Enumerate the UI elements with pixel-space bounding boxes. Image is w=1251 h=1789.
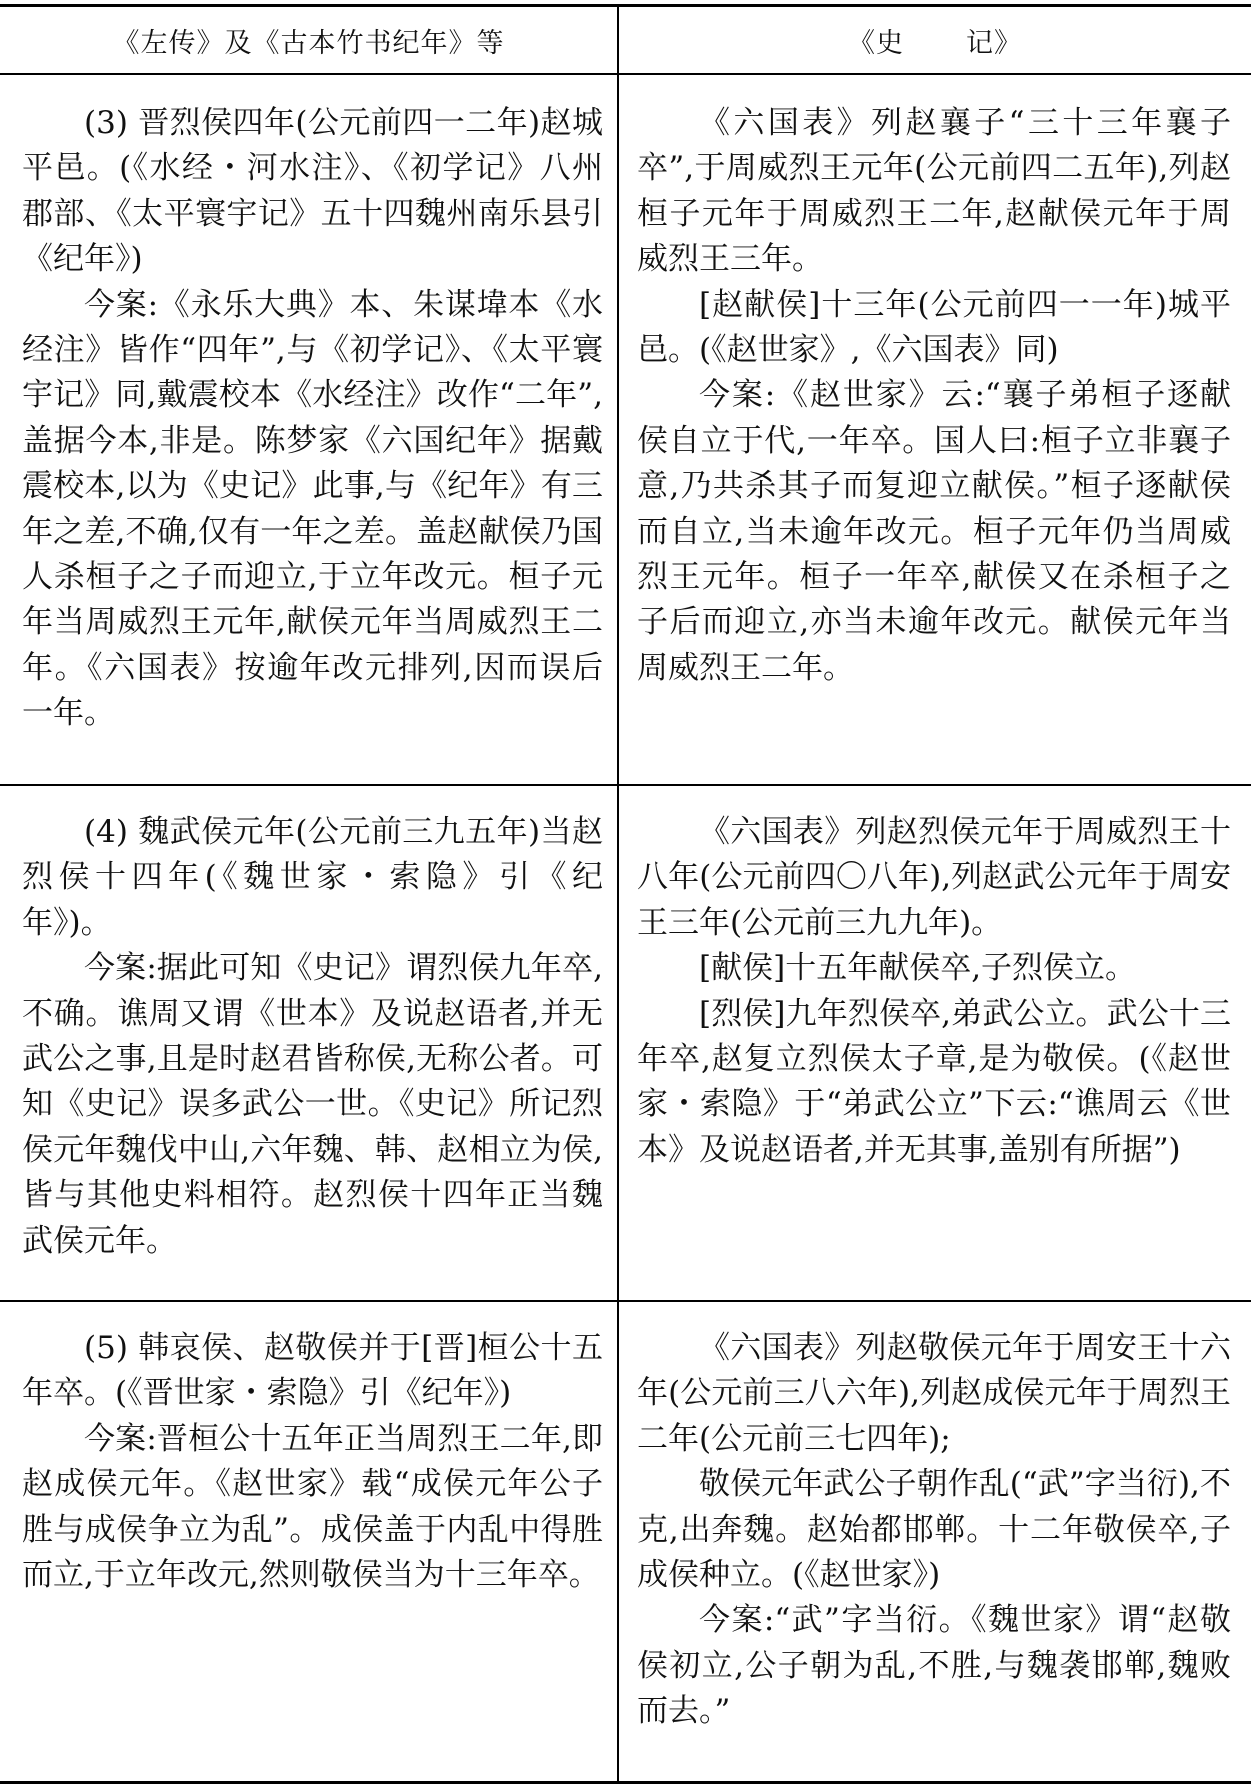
header-right-label-part1: 《史	[848, 28, 904, 59]
row-3-left-entry: (5) 韩哀侯、赵敬侯并于[晋]桓公十五年卒。(《晋世家・索隐》引《纪年》)	[22, 1330, 603, 1412]
header-right-label-part2: 记》	[966, 28, 1022, 59]
row-3-right-para-1: 《六国表》列赵敬侯元年于周安王十六年(公元前三八六年),列赵成侯元年于周烈王二年(公元前三七四年);	[637, 1330, 1231, 1457]
row-3-right-para-2: 敬侯元年武公子朝作乱(“武”字当衍),不克,出奔魏。赵始都邯郸。十二年敬侯卒,子成侯种立。(《赵世家》)	[637, 1466, 1231, 1594]
row-2-left-entry: (4) 魏武侯元年(公元前三九五年)当赵烈侯十四年(《魏世家・索隐》引《纪年》)。	[22, 814, 603, 941]
row-2-right-cell	[619, 810, 1251, 1173]
row-1-right-note: 今案:《赵世家》云:“襄子弟桓子逐献侯自立于代,一年卒。国人曰:桓子立非襄子意,乃共杀其子而复迎立献侯。”桓子逐献侯而自立,当未逾年改元。桓子元年仍当周威烈王元年。桓子一年卒,献侯又在杀桓子之子后而迎立,亦当未逾年改元。献侯元年当周威烈王二年。	[637, 377, 1231, 686]
comparison-table	[0, 4, 1251, 1784]
row-3-right-cell	[619, 1326, 1251, 1735]
row-divider-2	[0, 1300, 1251, 1302]
header-left	[0, 7, 617, 74]
row-3-left-cell	[0, 1326, 617, 1598]
row-2-left-cell	[0, 810, 617, 1264]
header-left-label: 《左传》及《古本竹书纪年》等	[112, 28, 505, 59]
header-divider	[0, 73, 1251, 75]
row-2-left-note: 今案:据此可知《史记》谓烈侯九年卒,不确。谯周又谓《世本》及说赵语者,并无武公之事,且是时赵君皆称侯,无称公者。可知《史记》误多武公一世。《史记》所记烈侯元年魏伐中山,六年魏、韩、赵相立为侯,皆与其他史料相符。赵烈侯十四年正当魏武侯元年。	[22, 950, 603, 1259]
row-divider-1	[0, 784, 1251, 786]
row-1-right-cell	[619, 101, 1251, 691]
row-2-right-para-2: [献侯]十五年献侯卒,子烈侯立。	[699, 950, 1137, 987]
header-right	[619, 7, 1251, 74]
row-3-left-note: 今案:晋桓公十五年正当周烈王二年,即赵成侯元年。《赵世家》载“成侯元年公子胜与成侯争立为乱”。成侯盖于内乱中得胜而立,于立年改元,然则敬侯当为十三年卒。	[22, 1420, 603, 1594]
row-1-left-cell	[0, 101, 617, 737]
row-1-left-note: 今案:《永乐大典》本、朱谋㙔本《水经注》皆作“四年”,与《初学记》、《太平寰宇记》同,戴震校本《水经注》改作“二年”,盖据今本,非是。陈梦家《六国纪年》据戴震校本,以为《史记》此事,与《纪年》有三年之差,不确,仅有一年之差。盖赵献侯乃国人杀桓子之子而迎立,于立年改元。桓子元年当周威烈王元年,献侯元年当周威烈王二年。《六国表》按逾年改元排列,因而误后一年。	[22, 286, 603, 732]
row-1-left-entry: (3) 晋烈侯四年(公元前四一二年)赵城平邑。(《水经・河水注》、《初学记》八州郡部、《太平寰宇记》五十四魏州南乐县引《纪年》)	[22, 105, 603, 278]
row-2-right-para-1: 《六国表》列赵烈侯元年于周威烈王十八年(公元前四〇八年),列赵武公元年于周安王三年(公元前三九九年)。	[637, 814, 1231, 941]
row-3-right-note: 今案:“武”字当衍。《魏世家》谓“赵敬侯初立,公子朝为乱,不胜,与魏袭邯郸,魏败而去。”	[637, 1602, 1231, 1730]
row-2-right-para-3: [烈侯]九年烈侯卒,弟武公立。武公十三年卒,赵复立烈侯太子章,是为敬侯。(《赵世家・索隐》于“弟武公立”下云:“谯周云《世本》及说赵语者,并无其事,盖别有所据”)	[637, 995, 1231, 1168]
row-1-right-para-2: [赵献侯]十三年(公元前四一一年)城平邑。(《赵世家》,《六国表》同)	[637, 286, 1231, 369]
row-1-right-para-1: 《六国表》列赵襄子“三十三年襄子卒”,于周威烈王元年(公元前四二五年),列赵桓子元年于周威烈王二年,赵献侯元年于周威烈王三年。	[637, 105, 1231, 278]
